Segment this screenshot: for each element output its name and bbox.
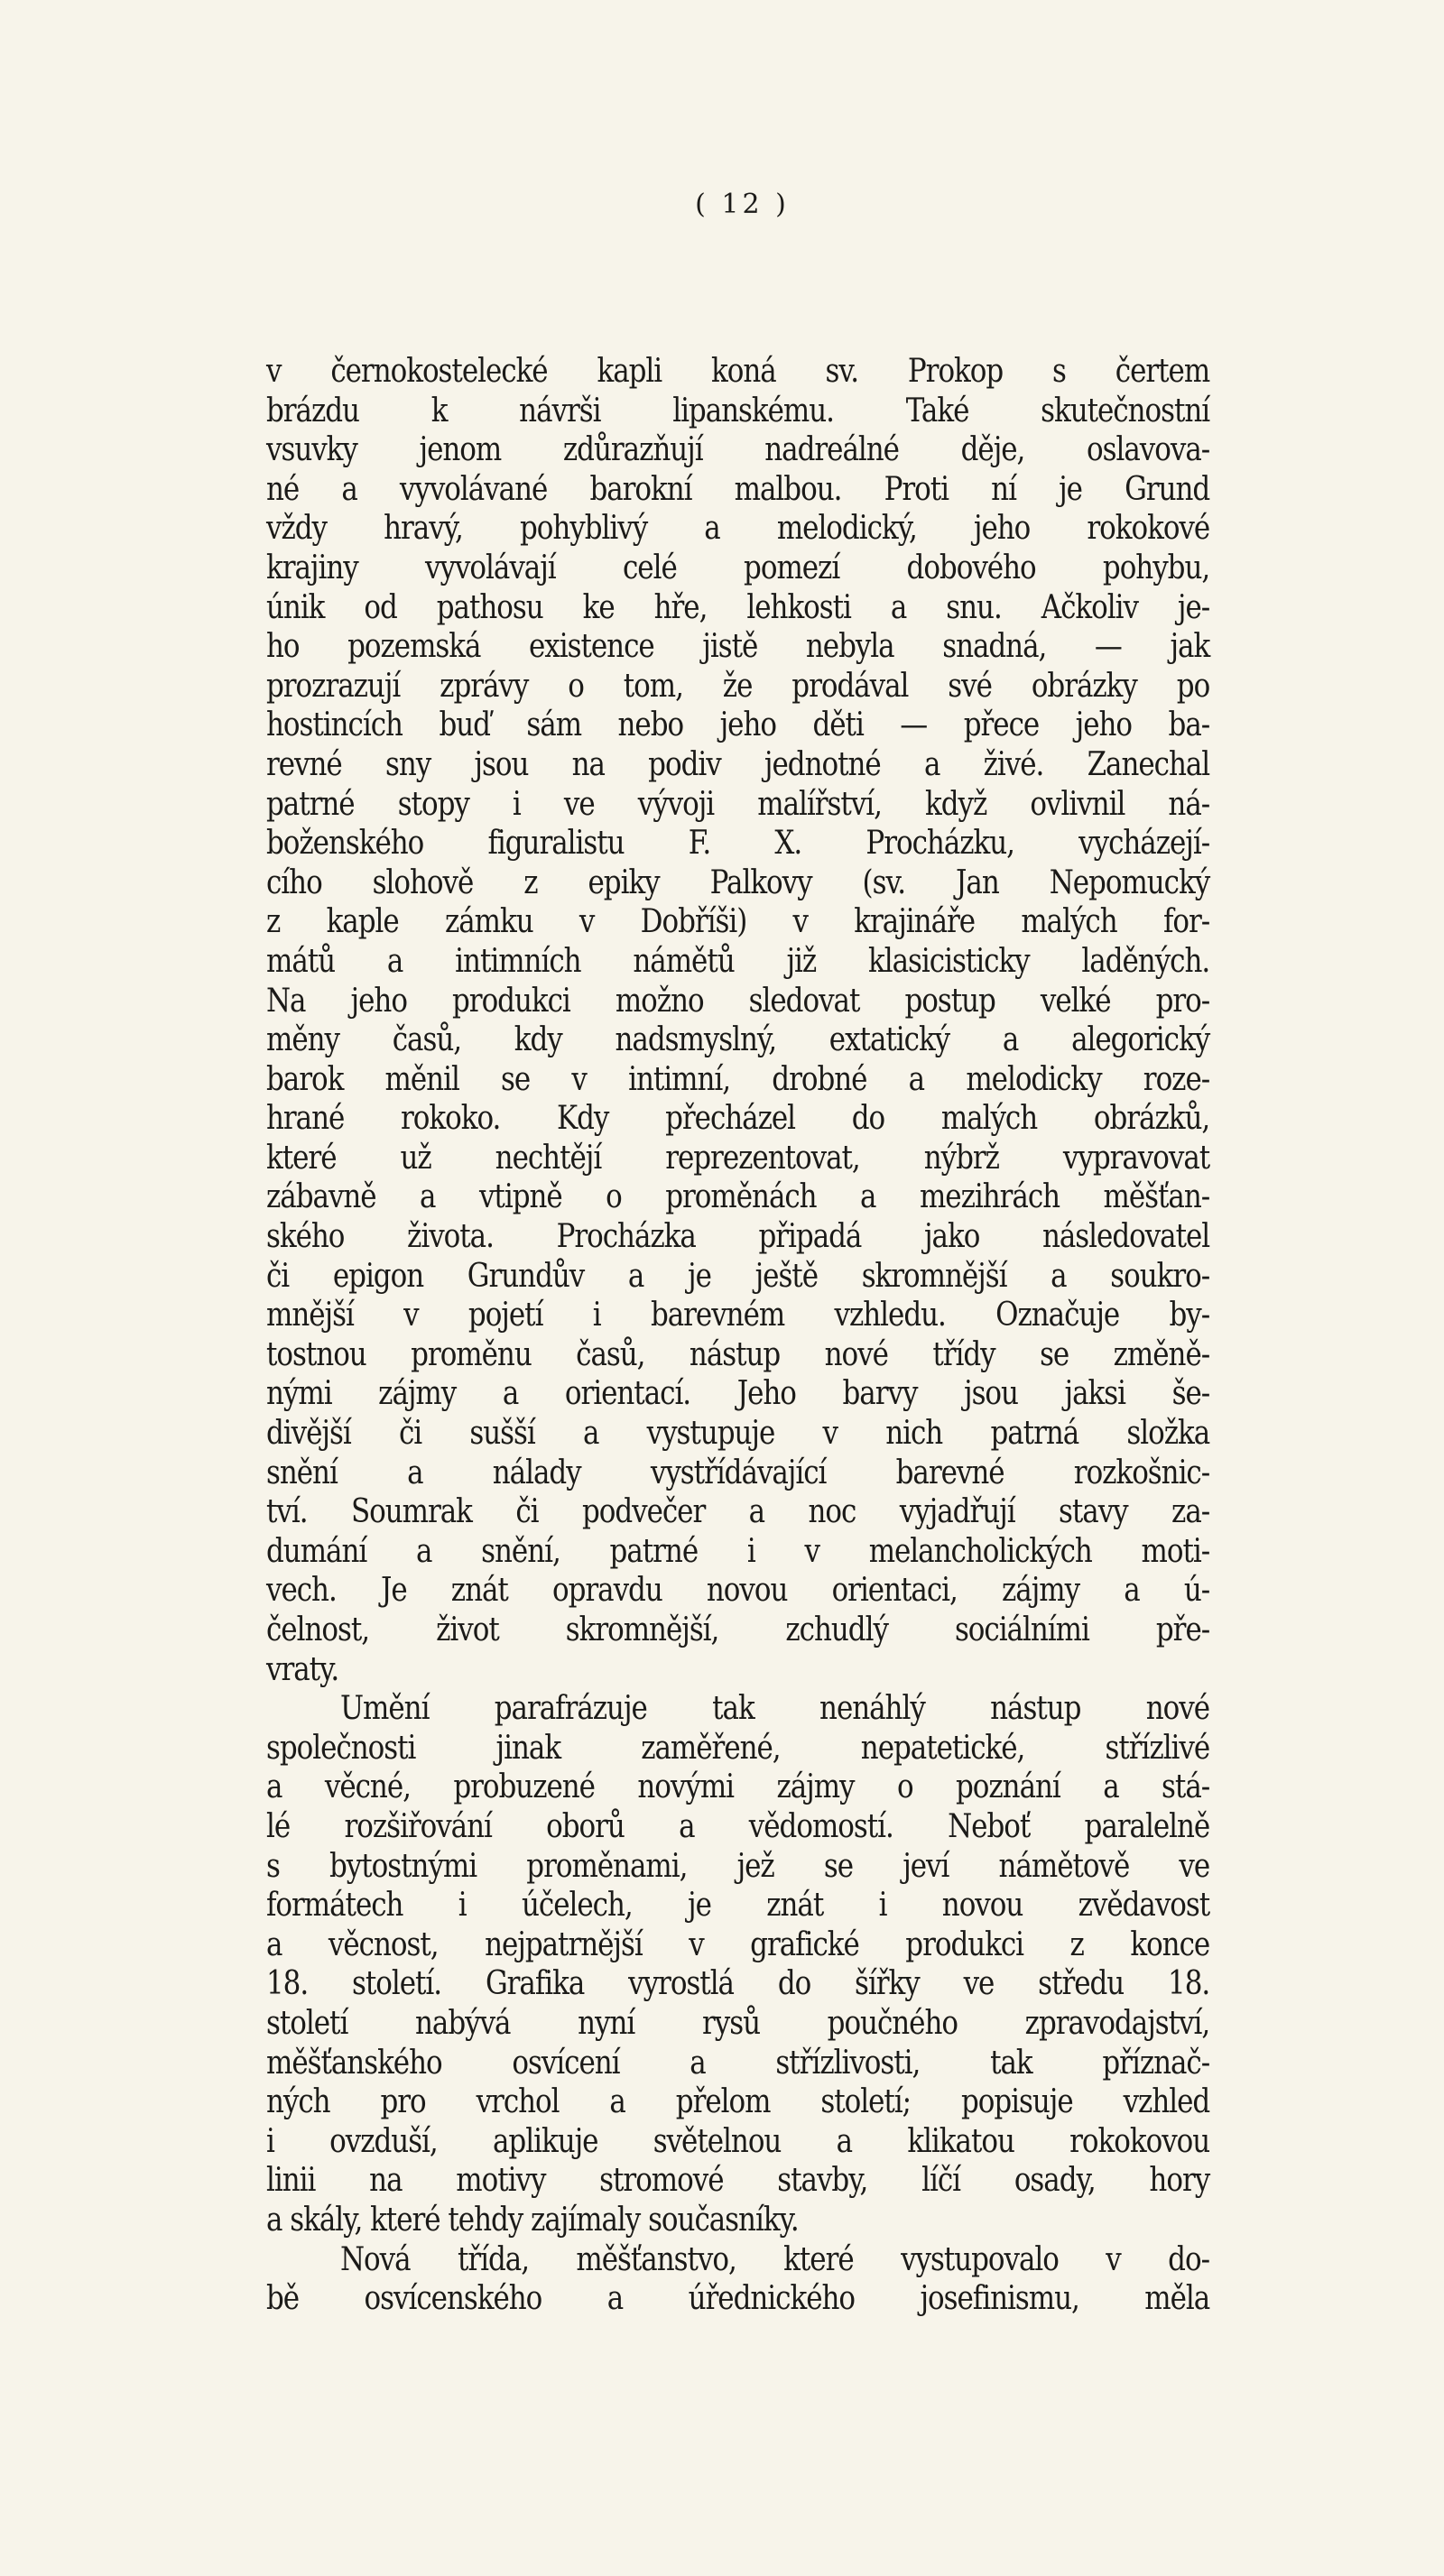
text-line xyxy=(266,352,1209,392)
text-line-content: krajiny vyvolávají celé pomezí dobového pohybu, xyxy=(266,549,1210,586)
text-line xyxy=(266,902,1209,942)
paragraph xyxy=(266,352,1209,1689)
text-line xyxy=(266,1257,1209,1297)
text-line-content: v černokostelecké kapli koná sv. Prokop s čertem xyxy=(266,353,1210,390)
text-line-content: tví. Soumrak či podvečer a noc vyjadřují stavy za- xyxy=(266,1493,1210,1531)
text-line-content: a věcnost, nejpatrnější v grafické produkci z konce xyxy=(266,1925,1210,1963)
text-line xyxy=(266,1139,1209,1178)
text-line xyxy=(266,2279,1209,2319)
text-line xyxy=(266,1217,1209,1257)
text-line xyxy=(266,1177,1209,1217)
text-line-content: ných pro vrchol a přelom století; popisuje vzhled xyxy=(266,2083,1210,2121)
text-line xyxy=(266,1532,1209,1572)
text-line-content: vždy hravý, pohyblivý a melodický, jeho rokokové xyxy=(266,510,1210,548)
text-line-content: lé rozšiřování oborů a vědomostí. Neboť paralelně xyxy=(266,1807,1210,1845)
text-line xyxy=(266,1611,1209,1650)
text-line xyxy=(266,1374,1209,1414)
text-line-content: měšťanského osvícení a střízlivosti, tak příznač- xyxy=(266,2044,1210,2082)
text-line xyxy=(266,2201,1209,2240)
text-line-content: z kaple zámku v Dobříši) v krajináře malých for- xyxy=(266,903,1210,941)
text-line-content: revné sny jsou na podiv jednotné a živé. Zanechal xyxy=(266,745,1210,783)
text-line xyxy=(266,942,1209,982)
text-line-content: barok měnil se v intimní, drobné a melodicky roze- xyxy=(266,1060,1210,1098)
text-line-content: hrané rokoko. Kdy přecházel do malých obrázků, xyxy=(266,1100,1210,1138)
text-line-content: bě osvícenského a úřednického josefinismu, měla xyxy=(266,2280,1210,2318)
text-line-content: snění a nálady vystřídávající barevné rozkošnic- xyxy=(266,1454,1210,1491)
text-line xyxy=(266,1099,1209,1139)
text-line xyxy=(266,706,1209,745)
text-line xyxy=(266,745,1209,785)
text-line-content: né a vyvolávané barokní malbou. Proti ní je Grund xyxy=(266,470,1210,508)
text-line xyxy=(266,1925,1209,1965)
text-line xyxy=(266,1296,1209,1335)
text-line-content: linii na motivy stromové stavby, líčí osady, hory xyxy=(266,2162,1210,2200)
text-line-content: vech. Je znát opravdu novou orientaci, zájmy a ú- xyxy=(266,1572,1210,1610)
text-line-content: ho pozemská existence jistě nebyla snadná, — jak xyxy=(266,628,1210,666)
text-line-content: tostnou proměnu časů, nástup nové třídy se změně- xyxy=(266,1335,1210,1373)
text-line xyxy=(266,470,1209,510)
text-line-content: společnosti jinak zaměřené, nepatetické, střízlivé xyxy=(266,1729,1210,1767)
text-line xyxy=(266,627,1209,667)
text-line-content: měny časů, kdy nadsmyslný, extatický a alegorický xyxy=(266,1021,1210,1059)
text-line xyxy=(266,2161,1209,2201)
text-line-content: a skály, které tehdy zajímaly současníky. xyxy=(266,2201,799,2239)
text-line-content: brázdu k návrši lipanskému. Také skutečnostní xyxy=(266,392,1210,429)
text-line xyxy=(266,1414,1209,1454)
text-line-content: a věcné, probuzené novými zájmy o poznání a stá- xyxy=(266,1768,1210,1806)
text-line-content: čelnost, život skromnější, zchudlý sociálními pře- xyxy=(266,1611,1210,1648)
paragraph xyxy=(266,1689,1209,2239)
text-line xyxy=(266,1964,1209,2004)
text-line xyxy=(266,785,1209,825)
text-line xyxy=(266,667,1209,706)
text-line xyxy=(266,509,1209,549)
text-line xyxy=(266,2004,1209,2044)
text-line xyxy=(266,1060,1209,1100)
text-line-content: zábavně a vtipně o proměnách a mezihrách měšťan- xyxy=(266,1178,1210,1216)
text-line xyxy=(266,430,1209,470)
text-line-content: patrné stopy i ve vývoji malířství, když ovlivnil ná- xyxy=(266,785,1210,823)
text-line xyxy=(266,1768,1209,1807)
text-line xyxy=(266,1886,1209,1925)
text-line xyxy=(266,1689,1209,1729)
text-line-content: Umění parafrázuje tak nenáhlý nástup nové xyxy=(340,1690,1209,1728)
text-line xyxy=(266,2122,1209,2162)
text-line xyxy=(266,1847,1209,1887)
paragraph xyxy=(266,2240,1209,2319)
text-line xyxy=(266,1650,1209,1690)
text-line xyxy=(266,1454,1209,1493)
text-line-content: století nabývá nyní rysů poučného zpravodajství, xyxy=(266,2004,1210,2042)
text-line-content: vsuvky jenom zdůrazňují nadreálné děje, oslavova- xyxy=(266,431,1210,469)
text-line-content: únik od pathosu ke hře, lehkosti a snu. Ačkoliv je- xyxy=(266,588,1210,626)
text-line-content: 18. století. Grafika vyrostlá do šířky ve středu 18. xyxy=(266,1965,1210,2003)
text-line-content: Na jeho produkci možno sledovat postup velké pro- xyxy=(266,982,1210,1020)
text-line-content: prozrazují zprávy o tom, že prodával své obrázky po xyxy=(266,667,1210,705)
text-line xyxy=(266,824,1209,863)
text-line xyxy=(266,1571,1209,1611)
text-line-content: ského života. Procházka připadá jako následovatel xyxy=(266,1218,1210,1256)
text-line xyxy=(266,392,1209,431)
text-line xyxy=(266,2240,1209,2280)
text-line-content: Nová třída, měšťanstvo, které vystupovalo v do- xyxy=(340,2240,1209,2278)
text-line-content: mátů a intimních námětů již klasicisticky laděných. xyxy=(266,942,1210,980)
text-line-content: boženského figuralistu F. X. Procházku, vycházejí- xyxy=(266,825,1210,863)
text-line-content: dumání a snění, patrné i v melancholických moti- xyxy=(266,1532,1210,1570)
text-line xyxy=(266,588,1209,628)
text-line xyxy=(266,1335,1209,1375)
text-line xyxy=(266,863,1209,903)
text-line xyxy=(266,2082,1209,2122)
text-line-content: i ovzduší, aplikuje světelnou a klikatou rokokovou xyxy=(266,2122,1210,2160)
text-line-content: mnější v pojetí i barevném vzhledu. Označuje by- xyxy=(266,1297,1210,1334)
text-line xyxy=(266,549,1209,588)
text-line-content: hostincích buď sám nebo jeho děti — přece jeho ba- xyxy=(266,706,1210,744)
text-line-content: které už nechtějí reprezentovat, nýbrž vypravovat xyxy=(266,1139,1210,1177)
page-number: ( 12 ) xyxy=(695,189,790,220)
text-line-content: formátech i účelech, je znát i novou zvědavost xyxy=(266,1887,1210,1925)
text-line xyxy=(266,2044,1209,2083)
text-line-content: vraty. xyxy=(266,1650,339,1688)
text-line xyxy=(266,1729,1209,1768)
text-line xyxy=(266,1807,1209,1847)
text-line-content: nými zájmy a orientací. Jeho barvy jsou jaksi še- xyxy=(266,1375,1210,1413)
text-line-content: divější či sušší a vystupuje v nich patrná složka xyxy=(266,1415,1210,1453)
text-line xyxy=(266,1492,1209,1532)
text-line-content: cího slohově z epiky Palkovy (sv. Jan Nepomucký xyxy=(266,863,1210,901)
body-text xyxy=(266,352,1209,2319)
text-line-content: či epigon Grundův a je ještě skromnější a soukro- xyxy=(266,1257,1210,1295)
text-line xyxy=(266,1020,1209,1060)
text-line-content: s bytostnými proměnami, jež se jeví námětově ve xyxy=(266,1847,1210,1885)
text-line xyxy=(266,982,1209,1021)
